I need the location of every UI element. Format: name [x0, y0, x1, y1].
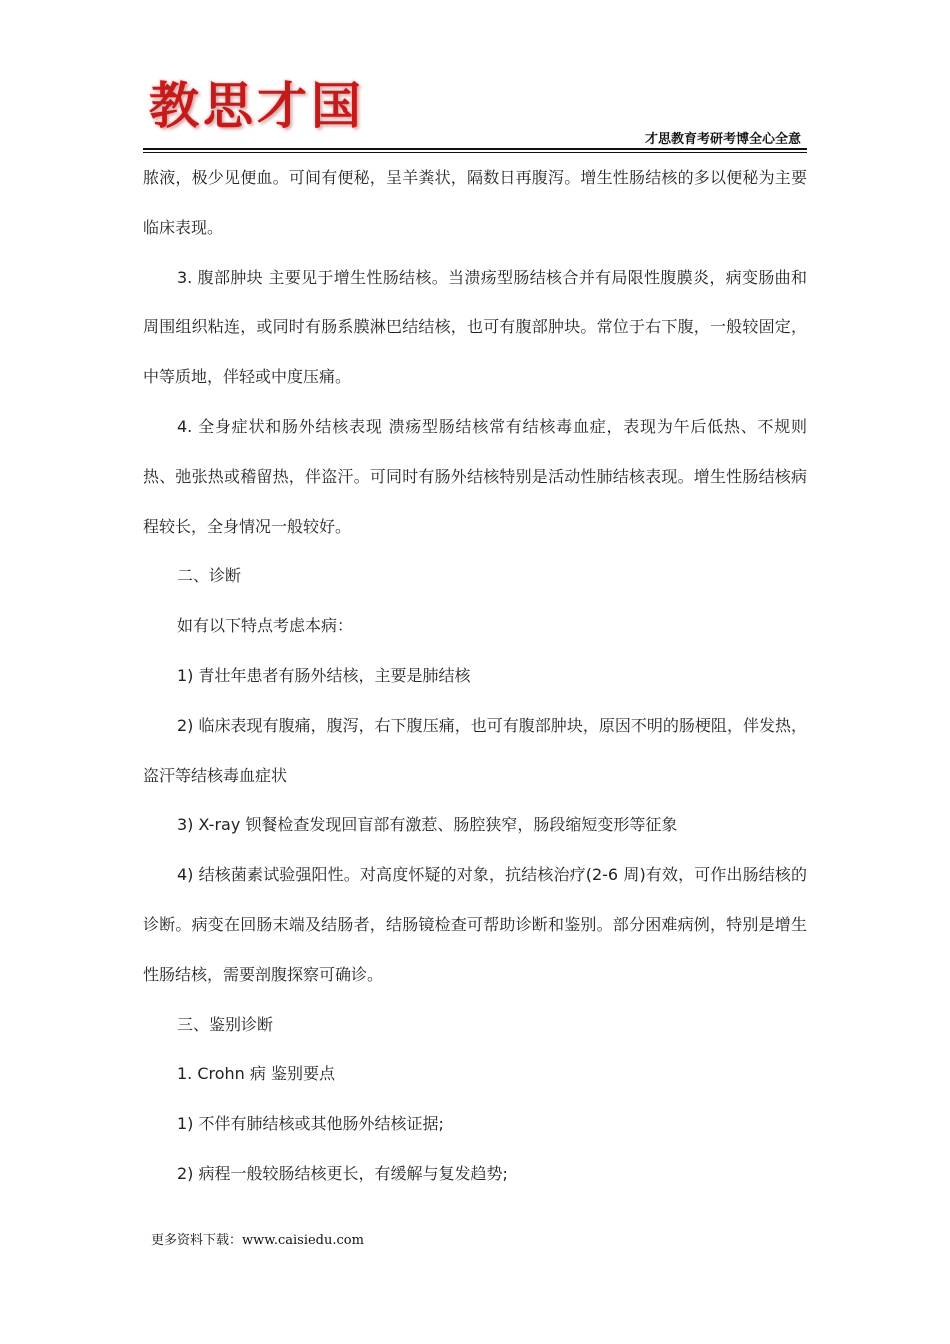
section-heading-diagnosis: 二、诊断 — [177, 566, 242, 586]
paragraph-diagnosis-intro: 如有以下特点考虑本病： — [177, 616, 354, 636]
subheading-crohn: 1. Crohn 病 鉴别要点 — [177, 1064, 335, 1084]
header-rule-thick — [143, 148, 807, 150]
list-item-3: 3) X-ray 钡餐检查发现回盲部有激惹、肠腔狭窄，肠段缩短变形等征象 — [177, 815, 678, 835]
list-item-2: 2) 临床表现有腹痛，腹泻，右下腹压痛，也可有腹部肿块，原因不明的肠梗阻，伴发热，盗汗等结核毒血症状 — [143, 715, 807, 785]
list-item-1: 1) 青壮年患者有肠外结核，主要是肺结核 — [177, 665, 471, 685]
crohn-point-1: 1) 不伴有肺结核或其他肠外结核证据; — [177, 1114, 444, 1134]
page-header — [143, 70, 807, 152]
logo-text: 教思才国 — [149, 76, 365, 135]
paragraph-abdominal-mass: 3. 腹部肿块 主要见于增生性肠结核。当溃疡型肠结核合并有局限性腹膜炎，病变肠曲和周围组织粘连，或同时有肠系膜淋巴结结核，也可有腹部肿块。常位于右下腹，一般较固定，中等质地，伴轻或中度压痛。 — [143, 267, 807, 387]
header-tagline: 才思教育考研考博全心全意 — [644, 132, 801, 147]
list-item-4: 4) 结核菌素试验强阳性。对高度怀疑的对象，抗结核治疗(2-6 周)有效，可作出肠结核的诊断。病变在回肠末端及结肠者，结肠镜检查可帮助诊断和鉴别。部分困难病例，特别是增生性肠结核，需要剖腹探察可确诊。 — [143, 865, 807, 984]
crohn-point-2: 2) 病程一般较肠结核更长，有缓解与复发趋势; — [177, 1163, 508, 1183]
footer-download-link[interactable]: 更多资料下载：www.caisiedu.com — [151, 1233, 364, 1248]
section-heading-differential: 三、鉴别诊断 — [177, 1014, 274, 1034]
document-body — [143, 153, 807, 1199]
logo — [143, 70, 385, 142]
paragraph-continuation: 脓液，极少见便血。可间有便秘，呈羊粪状，隔数日再腹泻。增生性肠结核的多以便秘为主要临床表现。 — [143, 168, 807, 237]
paragraph-systemic-symptoms: 4. 全身症状和肠外结核表现 溃疡型肠结核常有结核毒血症，表现为午后低热、不规则热、弛张热或稽留热，伴盗汗。可同时有肠外结核特别是活动性肺结核表现。增生性肠结核病程较长，全身情况一般较好。 — [143, 416, 807, 536]
